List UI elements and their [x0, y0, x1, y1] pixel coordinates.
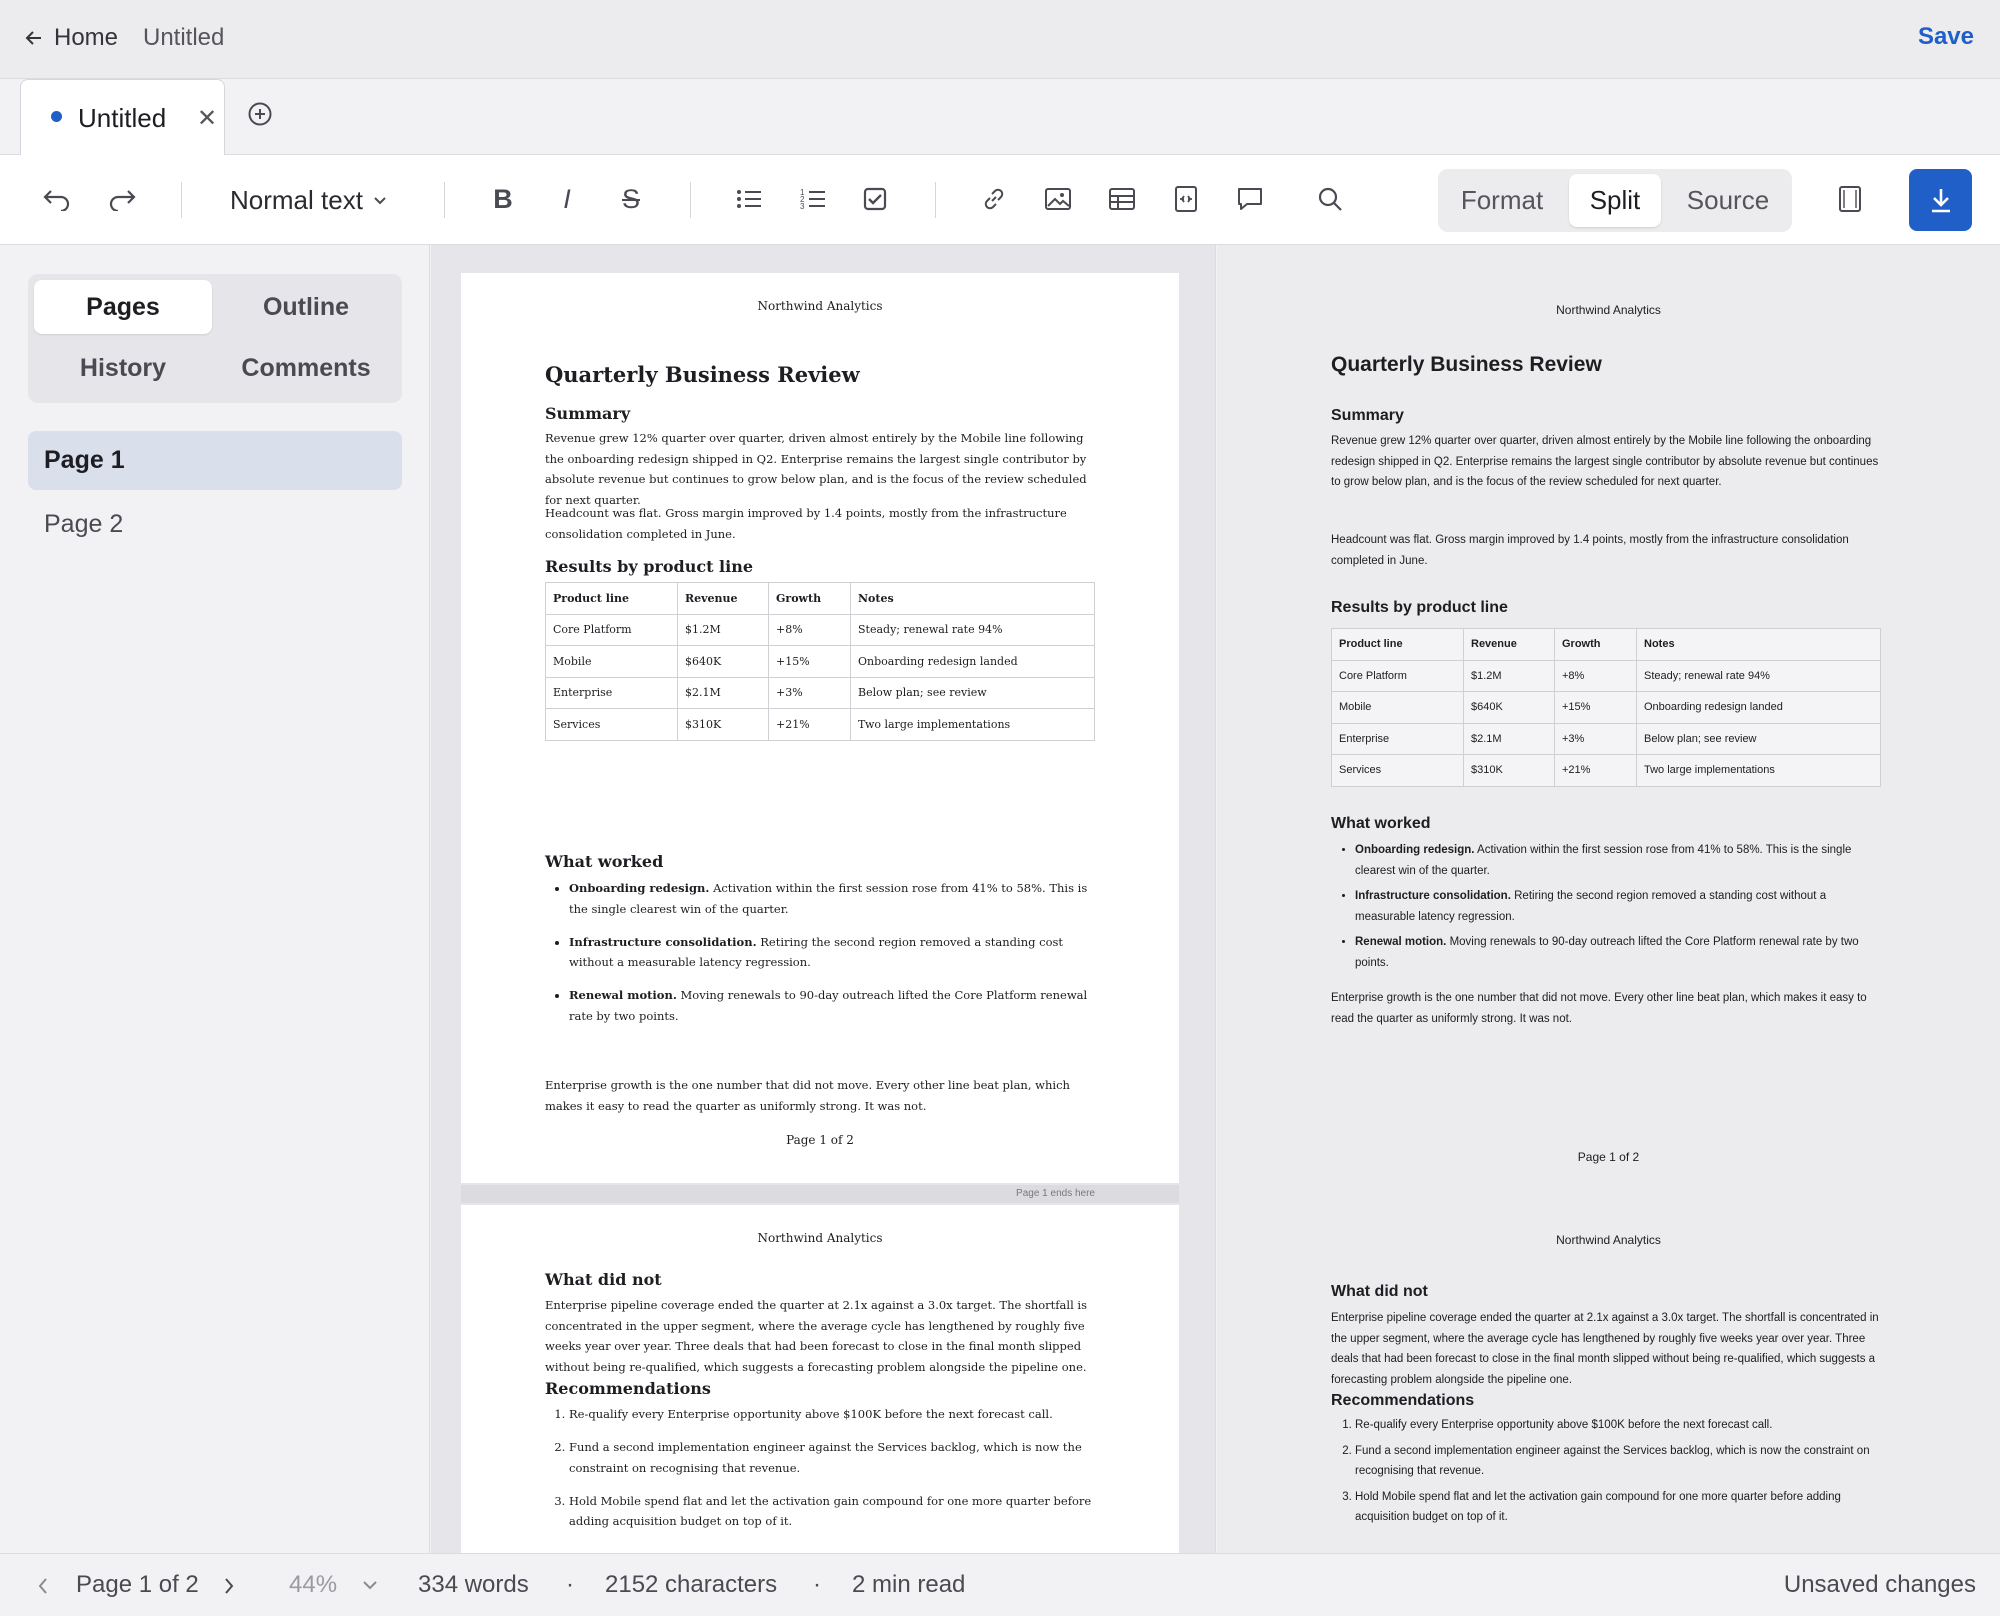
checklist-icon[interactable] [858, 182, 892, 216]
table-header: Revenue [678, 583, 769, 615]
view-format-button[interactable]: Format [1460, 185, 1544, 215]
page-1[interactable] [461, 273, 1179, 1183]
table-row [1332, 755, 1881, 787]
page-footer: Page 1 of 2 [1577, 1150, 1640, 1164]
table-cell: Onboarding redesign landed [1637, 692, 1881, 724]
table-cell: Below plan; see review [851, 677, 1095, 709]
text-style-select[interactable] [230, 185, 387, 216]
headcount-paragraph: Headcount was flat. Gross margin improved by 1.4 points, mostly from the infrastructure consolidation completed in June. [545, 506, 1067, 541]
document-name[interactable]: Untitled [143, 24, 225, 51]
sidebar-item-page-1[interactable]: Page 1 [28, 431, 402, 490]
list-item: • Infrastructure consolidation. Retiring the second region removed a standing cost without a measurable latency regression. [569, 932, 1100, 973]
view-split-button[interactable]: Split [1569, 174, 1661, 227]
list-item: • Renewal motion. Moving renewals to 90-day outreach lifted the Core Platform renewal rate by two points. [1355, 932, 1881, 973]
doc-title: Quarterly Business Review [1331, 353, 1602, 376]
chevron-down-icon [373, 196, 387, 206]
table-cell: +8% [769, 614, 851, 646]
preview-pane[interactable] [1217, 245, 2000, 1553]
table-cell: Services [1332, 755, 1464, 787]
chevron-left-icon[interactable] [36, 1576, 50, 1596]
list-item: 3. Hold Mobile spend flat and let the activation gain compound for one more quarter before adding acquisition budget on top of it. [569, 1491, 1100, 1532]
list-item: 2. Fund a second implementation engineer against the Services backlog, which is now the constraint on recognising that revenue. [1355, 1441, 1881, 1482]
bold-icon[interactable]: B [493, 183, 513, 214]
didnot-heading: What did not [545, 1270, 662, 1289]
table-header: Product line [1332, 629, 1464, 661]
table-cell: +3% [769, 677, 851, 709]
running-header: Northwind Analytics [1556, 303, 1661, 317]
worked-list [1331, 840, 1881, 978]
home-link[interactable] [24, 24, 118, 52]
toolbar-divider [181, 182, 182, 218]
summary-heading: Summary [1331, 407, 1404, 424]
sidebar-tabs [28, 274, 402, 403]
table-header-row [546, 583, 1095, 615]
top-bar [0, 0, 2000, 79]
didnot-heading: What did not [1331, 1283, 1428, 1300]
table-header-row [1332, 629, 1881, 661]
status-bar [0, 1553, 2000, 1616]
chevron-down-icon[interactable] [362, 1580, 378, 1592]
table-icon[interactable] [1105, 182, 1139, 216]
table-row [546, 646, 1095, 678]
table-header: Notes [1637, 629, 1881, 661]
table-cell: +15% [1555, 692, 1637, 724]
table-cell: Enterprise [546, 677, 678, 709]
table-cell: $640K [678, 646, 769, 678]
results-heading: Results by product line [545, 557, 753, 576]
table-row [546, 614, 1095, 646]
table-cell: Mobile [1332, 692, 1464, 724]
worked-heading: What worked [545, 852, 664, 871]
table-cell: Two large implementations [1637, 755, 1881, 787]
table-row [546, 709, 1095, 741]
svg-text:3: 3 [800, 202, 805, 211]
text-style-value: Normal text [230, 185, 363, 215]
table-cell: Core Platform [546, 614, 678, 646]
link-icon[interactable] [977, 182, 1011, 216]
undo-icon[interactable] [40, 182, 74, 216]
results-table [545, 582, 1095, 741]
view-mode-switch [1438, 169, 1792, 232]
table-cell: +15% [769, 646, 851, 678]
chevron-right-icon[interactable] [222, 1576, 236, 1596]
character-count: 2152 characters [605, 1571, 778, 1598]
table-cell: Steady; renewal rate 94% [1637, 660, 1881, 692]
running-header: Northwind Analytics [757, 299, 883, 313]
table-cell: $310K [1464, 755, 1555, 787]
results-heading: Results by product line [1331, 599, 1508, 616]
page-indicator: Page 1 of 2 [76, 1571, 199, 1598]
table-cell: +8% [1555, 660, 1637, 692]
tab-outline[interactable]: Outline [262, 292, 350, 321]
results-table [1331, 628, 1881, 787]
table-cell: Steady; renewal rate 94% [851, 614, 1095, 646]
table-cell: Services [546, 709, 678, 741]
recommendations-heading: Recommendations [545, 1379, 711, 1398]
table-row [1332, 660, 1881, 692]
doc-title: Quarterly Business Review [545, 362, 860, 387]
table-cell: +3% [1555, 723, 1637, 755]
word-count: 334 words [418, 1571, 529, 1598]
zoom-level[interactable]: 44% [289, 1571, 338, 1598]
list-item: • Onboarding redesign. Activation within the first session rose from 41% to 58%. This is the single clearest win of the quarter. [569, 878, 1100, 919]
save-button[interactable]: Save [1917, 23, 1974, 50]
summary-heading: Summary [545, 404, 631, 423]
table-cell: +21% [1555, 755, 1637, 787]
table-header: Notes [851, 583, 1095, 615]
add-tab-icon[interactable] [247, 101, 273, 127]
running-header: Northwind Analytics [1556, 1233, 1661, 1247]
table-cell: $310K [678, 709, 769, 741]
table-cell: $1.2M [678, 614, 769, 646]
download-icon [1929, 187, 1953, 213]
didnot-paragraph: Enterprise pipeline coverage ended the quarter at 2.1x against a 3.0x target. The shortfall is concentrated in the upper segment, where the average cycle has lengthened by roughly five weeks year over year. Three deals that had been forecast to close in the final month slipped without being re-qualified, which suggests a forecasting problem alongside the pipeline one. [545, 1298, 1087, 1374]
table-cell: +21% [769, 709, 851, 741]
image-icon[interactable] [1041, 182, 1075, 216]
tab-label: Untitled [78, 103, 167, 133]
toolbar-divider [935, 182, 936, 218]
table-cell: $640K [1464, 692, 1555, 724]
table-row [1332, 723, 1881, 755]
home-label: Home [54, 24, 119, 51]
view-source-button[interactable]: Source [1686, 185, 1770, 215]
search-icon[interactable] [1313, 182, 1347, 216]
download-button[interactable] [1909, 169, 1972, 231]
list-item: 3. Hold Mobile spend flat and let the activation gain compound for one more quarter before adding acquisition budget on top of it. [1355, 1487, 1881, 1528]
page-2[interactable] [461, 1205, 1179, 1553]
tab-history[interactable]: History [79, 353, 167, 382]
read-time: 2 min read [852, 1571, 966, 1598]
table-header: Growth [1555, 629, 1637, 661]
table-row [546, 677, 1095, 709]
table-cell: Two large implementations [851, 709, 1095, 741]
summary-paragraph: Revenue grew 12% quarter over quarter, driven almost entirely by the Mobile line following the onboarding redesign shipped in Q2. Enterprise remains the largest single contributor by absolute revenue but continues to grow below plan, and is the focus of the review scheduled for next quarter. [1331, 435, 1879, 488]
arrow-left-icon [24, 28, 44, 48]
table-cell: Below plan; see review [1637, 723, 1881, 755]
sidebar [0, 245, 430, 1553]
tab-comments[interactable]: Comments [241, 353, 371, 382]
close-icon[interactable]: ✕ [197, 105, 218, 132]
page-break-icon[interactable] [1169, 182, 1203, 216]
tab-pages[interactable]: Pages [34, 280, 212, 334]
list-item: 1. Re-qualify every Enterprise opportunity above $100K before the next forecast call. [1355, 1415, 1881, 1436]
closing-paragraph: Enterprise growth is the one number that did not move. Every other line beat plan, which makes it easy to read the quarter as uniformly strong. It was not. [1331, 992, 1867, 1025]
unsaved-dot-icon [51, 111, 62, 122]
list-item: • Renewal motion. Moving renewals to 90-day outreach lifted the Core Platform renewal rate by two points. [569, 985, 1100, 1026]
list-item: 2. Fund a second implementation engineer against the Services backlog, which is now the constraint on recognising that revenue. [569, 1437, 1100, 1478]
toolbar-divider [444, 182, 445, 218]
redo-icon[interactable] [105, 182, 139, 216]
formatting-toolbar [0, 155, 2000, 245]
recommendations-list [545, 1404, 1100, 1544]
svg-text:1: 1 [800, 188, 805, 197]
separator: · [813, 1571, 821, 1598]
table-cell: Onboarding redesign landed [851, 646, 1095, 678]
toolbar-divider [690, 182, 691, 218]
page-layout-icon[interactable] [1833, 182, 1867, 216]
list-item: • Infrastructure consolidation. Retiring the second region removed a standing cost without a measurable latency regression. [1355, 886, 1881, 927]
table-cell: $1.2M [1464, 660, 1555, 692]
table-header: Product line [546, 583, 678, 615]
strikethrough-icon[interactable]: S [621, 183, 640, 214]
table-cell: Enterprise [1332, 723, 1464, 755]
editor-pane[interactable] [431, 245, 1216, 1553]
sidebar-item-page-2[interactable]: Page 2 [44, 510, 124, 538]
separator: · [566, 1571, 574, 1598]
worked-heading: What worked [1331, 815, 1431, 832]
comment-icon[interactable] [1233, 182, 1267, 216]
running-header: Northwind Analytics [757, 1231, 883, 1245]
recommendations-list [1331, 1415, 1881, 1533]
worked-list [545, 878, 1100, 1039]
page-break-marker: Page 1 ends here [461, 1185, 1179, 1203]
list-item: 1. Re-qualify every Enterprise opportunity above $100K before the next forecast call. [569, 1404, 1100, 1425]
italic-icon[interactable]: I [563, 183, 571, 214]
page-footer: Page 1 of 2 [786, 1133, 854, 1147]
table-cell: Mobile [546, 646, 678, 678]
table-cell: $2.1M [678, 677, 769, 709]
numbered-list-icon[interactable] [796, 182, 830, 216]
bullet-list-icon[interactable] [732, 182, 766, 216]
tab-untitled[interactable] [20, 79, 225, 155]
svg-text:2: 2 [800, 195, 805, 204]
headcount-paragraph: Headcount was flat. Gross margin improved by 1.4 points, mostly from the infrastructure consolidation completed in June. [1331, 534, 1849, 567]
table-cell: Core Platform [1332, 660, 1464, 692]
table-header: Growth [769, 583, 851, 615]
save-status: Unsaved changes [1783, 1571, 1976, 1598]
closing-paragraph: Enterprise growth is the one number that did not move. Every other line beat plan, which makes it easy to read the quarter as uniformly strong. It was not. [545, 1078, 1070, 1113]
table-header: Revenue [1464, 629, 1555, 661]
summary-paragraph: Revenue grew 12% quarter over quarter, driven almost entirely by the Mobile line following the onboarding redesign shipped in Q2. Enterprise remains the largest single contributor by absolute revenue but continues to grow below plan, and is the focus of the review scheduled for next quarter. [545, 431, 1087, 507]
table-cell: $2.1M [1464, 723, 1555, 755]
list-item: • Onboarding redesign. Activation within the first session rose from 41% to 58%. This is the single clearest win of the quarter. [1355, 840, 1881, 881]
recommendations-heading: Recommendations [1331, 1392, 1475, 1409]
didnot-paragraph: Enterprise pipeline coverage ended the quarter at 2.1x against a 3.0x target. The shortfall is concentrated in the upper segment, where the average cycle has lengthened by roughly five weeks year over year. Three deals that had been forecast to close in the final month slipped without being re-qualified, which suggests a forecasting problem alongside the pipeline one. [1331, 1312, 1879, 1386]
table-row [1332, 692, 1881, 724]
tab-bar [0, 79, 2000, 155]
